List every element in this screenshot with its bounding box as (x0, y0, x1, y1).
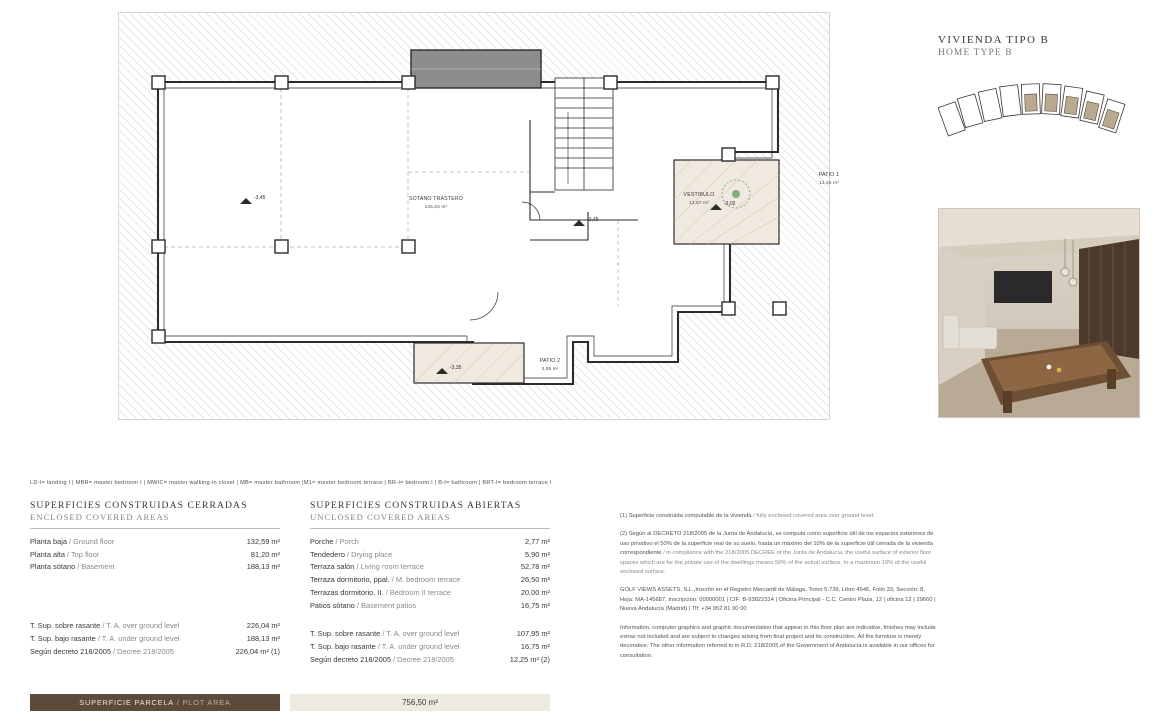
row-label-es: Planta sótano (30, 562, 76, 572)
total-label-es: T. Sup. bajo rasante (310, 642, 376, 652)
note-3: GOLF VIEWS ASSETS, S.L.,Inscrito en el Registro Mercantil de Málaga, Tomo 5.739, Libro 4646, Folio 33, Sección: 8, Hoja: MA-145687, Inscripción: 00000001 | CIF: B-93822314 | Oficina Principal - C.C. Centro Plaza, 12 | oficina 12 | 29660 | Nueva Andalucía (Madrid) | Tlf: +34 952 81 00 00 (620, 587, 936, 613)
table-total-row: T. Sup. bajo rasante / T. A. under ground level 16,75 m² (310, 641, 550, 654)
row-label-en: Ground floor (73, 537, 115, 546)
floorplan-drawing (118, 12, 840, 420)
room-label: PATIO 2 3,06 m² (539, 358, 561, 371)
note-2-es: (2) Según al DECRETO 218/2005 de la Junta de Andalucía, se computa como superficie útil de los espacios exteriores de uso privativo el 50% de la superficie real de su suelo, hasta un máximo del 10% de la superficie útil cerrada de la vivienda correspondiente (620, 531, 934, 557)
total-label-es: T. Sup. sobre rasante (310, 629, 381, 639)
enclosed-areas-subtitle: ENCLOSED COVERED AREAS (30, 512, 170, 522)
row-label-es: Terrazas dormitorio. II. (310, 587, 384, 597)
total-label-en: Decree 218/2005 (397, 654, 454, 664)
total-label-en: T. A. over ground level (106, 621, 180, 631)
total-label-es: Según decreto 218/2005 (30, 646, 111, 656)
note-2 (620, 530, 940, 577)
divider (30, 528, 280, 529)
level-marker: -3,45 (587, 217, 599, 223)
total-label-es: T. Sup. bajo rasante (30, 633, 96, 643)
note-1-en: / fully enclosed covered area over ground level. (753, 513, 875, 519)
note-2-en: / in compliance with the 218/2005 DECREE of the Junta de Andalucía, the useful surface of exterior floor spaces which are for the private use of the dwellings means 50% of the actual surface, to a maximum 10% of the useful enclosed surface. (620, 550, 932, 575)
total-label-es: T. Sup. sobre rasante (30, 621, 101, 631)
table-row: Terrazas dormitorio. II. / Bedroom II terrace 20,00 m² (310, 587, 550, 600)
enclosed-areas-table (30, 500, 280, 658)
table-row: Planta baja / Ground floor 132,59 m² (30, 536, 280, 549)
row-label-es: Porche (310, 537, 334, 546)
table-total-row: T. Sup. sobre rasante / T. A. over ground level 107,95 m² (310, 628, 550, 641)
level-marker: -3,02 (724, 201, 736, 207)
total-value: 188,13 m² (246, 633, 280, 643)
total-value: 107,95 m² (516, 629, 550, 639)
total-value: 226,04 m² (246, 621, 280, 631)
home-type-subtitle: HOME TYPE B (938, 48, 1013, 58)
legal-notes (620, 512, 940, 670)
row-label-en: Living room terrace (360, 562, 424, 572)
table-row: Terraza dormitorio, ppal. / M. bedroom terrace 26,50 m² (310, 574, 550, 587)
table-total-row: T. Sup. bajo rasante / T. A. under ground level 188,13 m² (30, 633, 280, 646)
interior-photo (938, 208, 1140, 418)
level-marker: -3,35 (450, 365, 462, 371)
abbreviations-legend: LD-I= landing I | MBR= master bedroom I | MWIC= master walking-in closet | MB= master bathroom |M1= master bedroom terrace | BR-I= bedroom I | B-I= bathroom | BRT-I= bedroom terrace I (30, 480, 552, 486)
plot-area-label-bar (30, 694, 280, 711)
row-value: 2,77 m² (524, 537, 550, 546)
total-label-en: T. A. under ground level (381, 642, 460, 652)
row-value: 16,75 m² (520, 600, 550, 610)
divider (310, 528, 550, 529)
unclosed-areas-title: SUPERFICIES CONSTRUIDAS ABIERTAS (310, 500, 522, 511)
row-label-en: Drying place (351, 549, 393, 559)
row-label-en: M. bedroom terrace (395, 575, 461, 585)
row-label-en: Top floor (70, 549, 100, 559)
total-label-en: Decree 218/2005 (117, 646, 174, 656)
total-value: 12,25 m² (2) (509, 654, 550, 664)
table-total-row: T. Sup. sobre rasante / T. A. over ground level 226,04 m² (30, 620, 280, 633)
total-label-en: T. A. over ground level (386, 629, 460, 639)
total-label-en: T. A. under ground level (101, 633, 180, 643)
row-value: 81,20 m² (250, 549, 280, 559)
note-1-es: (1) Superficie construida computable de la vivienda (620, 513, 752, 519)
home-type-header (938, 34, 1140, 58)
room-label: VESTIBULO 13,87 m² (683, 192, 715, 205)
table-row: Porche / Porch 2,77 m² (310, 536, 550, 549)
total-value: 226,04 m² (1) (235, 646, 280, 656)
row-label-es: Terraza dormitorio, ppal. (310, 575, 390, 585)
room-label: SOTANO TRASTERO 145,04 m² (408, 196, 464, 209)
row-label-en: Basement patios (360, 600, 417, 610)
plot-area-value-bar: 756,50 m² (290, 694, 550, 711)
row-label-en: Porch (339, 537, 359, 546)
plot-area-label-en: / PLOT AREA (176, 698, 231, 707)
note-4: Information, computer graphics and graphic documentation that appear in this floor plan are indicative, finishes may include extras not included and are subject to changes arising from final project and its construction. All the furniture is merely decorative. The other information referred to in R.D. 218/2005 of the Government of Andalucía is available in our offices for consultation. (620, 624, 936, 659)
total-value: 16,75 m² (520, 642, 550, 652)
row-value: 52,78 m² (520, 562, 550, 572)
row-value: 132,59 m² (246, 537, 280, 546)
row-label-es: Tendedero (310, 549, 345, 559)
row-label-es: Patios sótano (310, 600, 355, 610)
room-label: PATIO 1 13,45 m² (818, 172, 840, 185)
level-marker: -3,45 (254, 195, 266, 201)
row-value: 26,50 m² (520, 575, 550, 585)
row-label-en: Basement (81, 562, 115, 572)
plan-vector (118, 12, 830, 420)
plot-area-label-es: SUPERFICIE PARCELA (79, 698, 175, 707)
row-value: 188,13 m² (246, 562, 280, 572)
table-total-row: Según decreto 218/2005 / Decree 218/2005 12,25 m² (2) (310, 654, 550, 667)
table-row: Terraza salón / Living room terrace 52,78 m² (310, 561, 550, 574)
enclosed-areas-title: SUPERFICIES CONSTRUIDAS CERRADAS (30, 500, 248, 511)
table-row: Tendedero / Drying place 5,90 m² (310, 549, 550, 562)
table-row: Planta alta / Top floor 81,20 m² (30, 549, 280, 562)
home-type-title: VIVIENDA TIPO B (938, 34, 1050, 46)
table-row: Patios sótano / Basement patios 16,75 m² (310, 600, 550, 613)
row-label-es: Terraza salón (310, 562, 355, 572)
site-keyplan (938, 74, 1138, 154)
unclosed-areas-subtitle: UNCLOSED COVERED AREAS (310, 512, 451, 522)
note-1 (620, 512, 940, 521)
row-value: 20,00 m² (520, 587, 550, 597)
row-label-es: Planta baja (30, 537, 67, 546)
row-value: 5,90 m² (524, 549, 550, 559)
total-label-es: Según decreto 218/2005 (310, 654, 391, 664)
row-label-es: Planta alta (30, 549, 65, 559)
table-total-row: Según decreto 218/2005 / Decree 218/2005 226,04 m² (1) (30, 646, 280, 659)
unclosed-areas-table (310, 500, 550, 667)
row-label-en: Bedroom II terrace (389, 587, 451, 597)
table-row: Planta sótano / Basement 188,13 m² (30, 561, 280, 574)
